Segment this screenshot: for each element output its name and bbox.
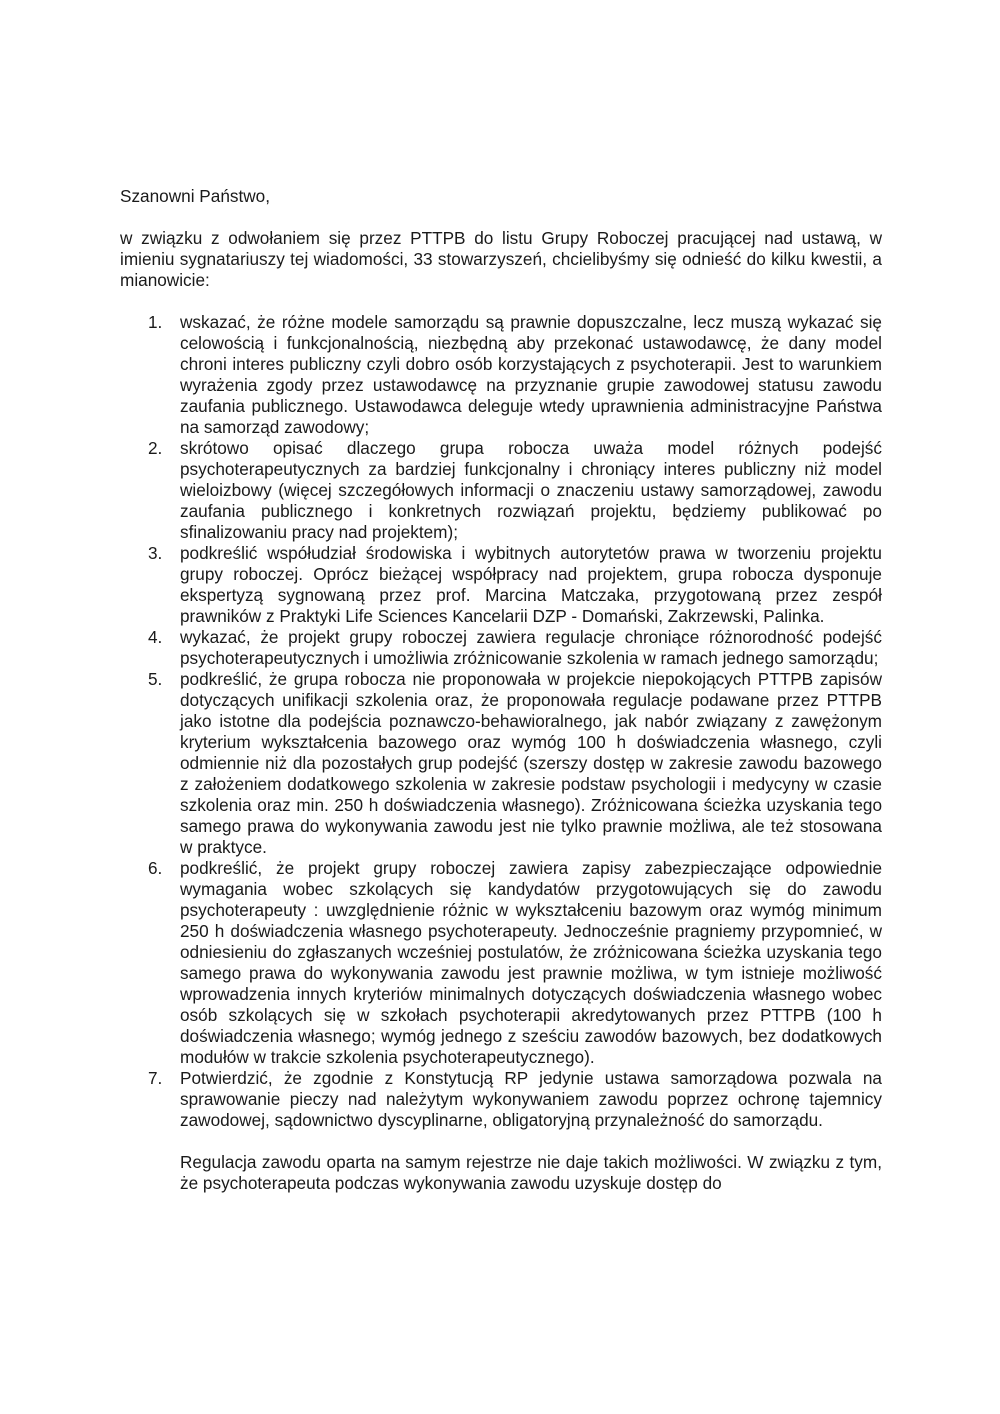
list-item-number: 7. (148, 1068, 163, 1088)
list-item (120, 669, 882, 858)
list-item-number: 4. (148, 627, 163, 647)
list-item (120, 543, 882, 627)
list-item-number: 3. (148, 543, 163, 563)
intro-paragraph: w związku z odwołaniem się przez PTTPB do listu Grupy Roboczej pracującej nad ustawą, w imieniu sygnatariuszy tej wiadomości, 33 stowarzyszeń, chcielibyśmy się odnieść do kilku kwestii, a mianowicie: (120, 228, 882, 290)
list-item-text: podkreślić, że grupa robocza nie proponowała w projekcie niepokojących PTTPB zapisów dotyczących unifikacji szkolenia oraz, że proponowała regulacje podawane przez PTTPB jako istotne dla podejścia poznawczo-behawioralnego, jak nabór związany z zawężonym kryterium wykształcenia bazowego oraz wymóg 100 h doświadczenia własnego, czyli odmiennie niż dla pozostałych grup podejść (szerszy dostęp w zakresie zawodu bazowego z założeniem dodatkowego szkolenia w zakresie podstaw psychologii i medycyny w czasie szkolenia oraz min. 250 h doświadczenia własnego). Zróżnicowana ścieżka uzyskania tego samego prawa do wykonywania zawodu jest nie tylko prawnie możliwa, ale też stosowana w praktyce. (180, 669, 882, 857)
list-item-text: Potwierdzić, że zgodnie z Konstytucją RP jedynie ustawa samorządowa pozwala na sprawowanie pieczy nad należytym wykonywaniem zawodu poprzez ochronę tajemnicy zawodowej, sądownictwo dyscyplinarne, obligatoryjną przynależność do samorządu. (180, 1068, 882, 1130)
list-item-number: 6. (148, 858, 163, 878)
points-list (120, 312, 882, 1131)
list-item-text: wykazać, że projekt grupy roboczej zawiera regulacje chroniące różnorodność podejść psychoterapeutycznych i umożliwia zróżnicowanie szkolenia w ramach jednego samorządu; (180, 627, 882, 668)
list-item (120, 438, 882, 543)
list-item (120, 627, 882, 669)
list-item (120, 858, 882, 1068)
list-item (120, 312, 882, 438)
letter-page (120, 186, 882, 1194)
list-item-text: podkreślić współudział środowiska i wybitnych autorytetów prawa w tworzeniu projektu grupy roboczej. Oprócz bieżącej współpracy nad projektem, grupa robocza dysponuje ekspertyzą sygnowaną przez prof. Marcina Matczaka, przygotowaną przez zespół prawników z Praktyki Life Sciences Kancelarii DZP - Domański, Zakrzewski, Palinka. (180, 543, 882, 626)
closing-paragraph: Regulacja zawodu oparta na samym rejestrze nie daje takich możliwości. W związku z tym, że psychoterapeuta podczas wykonywania zawodu uzyskuje dostęp do (180, 1152, 882, 1193)
list-item-number: 5. (148, 669, 163, 689)
salutation: Szanowni Państwo, (120, 186, 270, 206)
list-item-number: 2. (148, 438, 163, 458)
list-item-number: 1. (148, 312, 163, 332)
list-item-text: skrótowo opisać dlaczego grupa robocza uważa model różnych podejść psychoterapeutycznych za bardziej funkcjonalny i chroniący interes publiczny niż model wieloizbowy (więcej szczegółowych informacji o znaczeniu ustawy samorządowej, zawodu zaufania publicznego i konkretnych rozwiązań projektu, będziemy publikować po sfinalizowaniu pracy nad projektem); (180, 438, 882, 542)
list-item-text: podkreślić, że projekt grupy roboczej zawiera zapisy zabezpieczające odpowiednie wymagania wobec szkolących się kandydatów przygotowujących się do zawodu psychoterapeuty : uwzględnienie różnic w wykształceniu bazowym oraz wymóg minimum 250 h doświadczenia własnego psychoterapeuty. Jednocześnie pragniemy przypomnieć, w odniesieniu do zgłaszanych wcześniej postulatów, że zróżnicowana ścieżka uzyskania tego samego prawa do wykonywania zawodu jest prawnie możliwa, w tym istnieje możliwość wprowadzenia innych kryteriów minimalnych dotyczących doświadczenia własnego wobec osób szkolących się w szkołach psychoterapii akredytowanych przez PTTPB (100 h doświadczenia własnego; wymóg jednego z sześciu zawodów bazowych, bez dodatkowych modułów w trakcie szkolenia psychoterapeutycznego). (180, 858, 882, 1067)
list-item-text: wskazać, że różne modele samorządu są prawnie dopuszczalne, lecz muszą wykazać się celowością i funkcjonalnością, niezbędną aby przekonać ustawodawcę, że dany model chroni interes publiczny czyli dobro osób korzystających z psychoterapii. Jest to warunkiem wyrażenia zgody przez ustawodawcę na przyznanie grupie zawodowej statusu zawodu zaufania publicznego. Ustawodawca deleguje wtedy uprawnienia administracyjne Państwa na samorząd zawodowy; (180, 312, 882, 437)
list-item (120, 1068, 882, 1131)
